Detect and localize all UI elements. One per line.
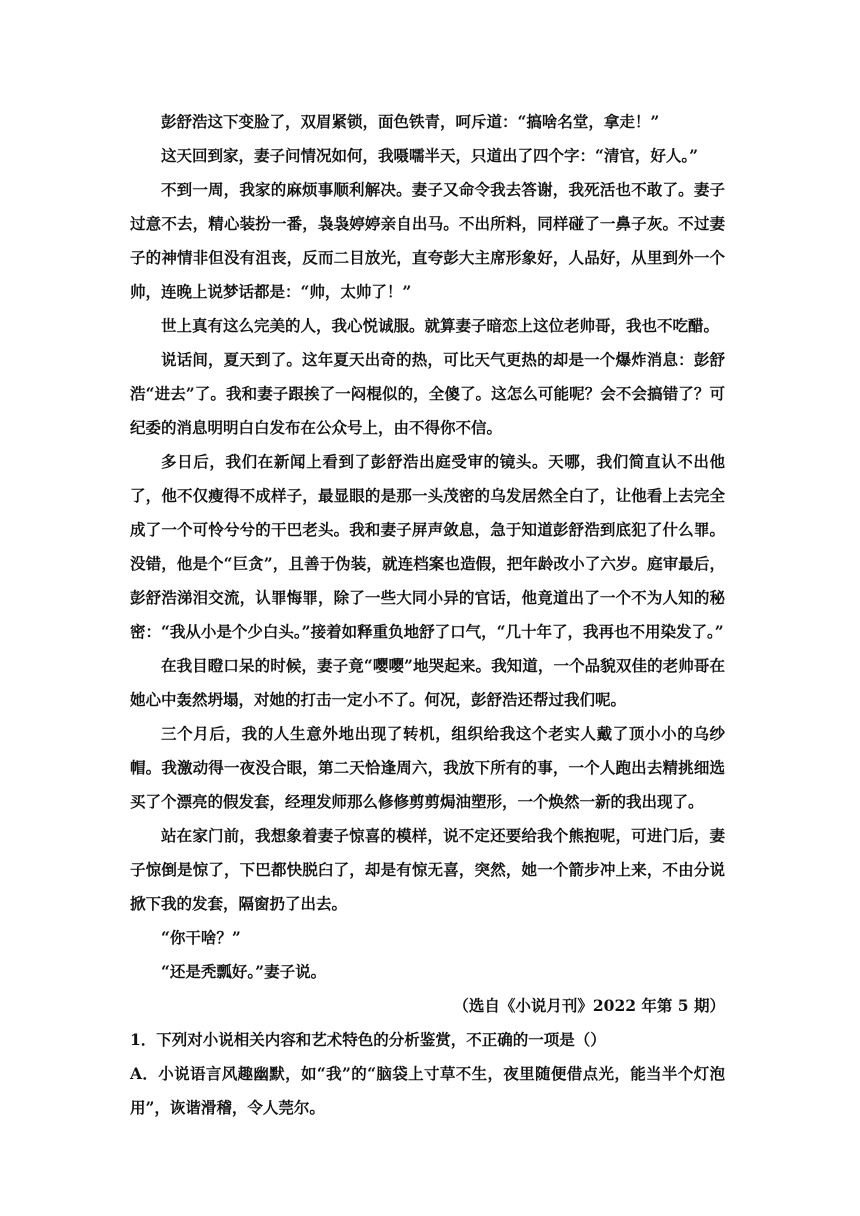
- story-paragraph-11: “还是秃瓢好。”妻子说。: [161, 962, 327, 981]
- story-paragraph-10: “你干啥？”: [161, 928, 241, 947]
- story-source: （选自《小说月刊》2022 年第 5 期）: [453, 996, 725, 1015]
- story-paragraph-7: 在我目瞪口呆的时候，妻子竟“嘤嘤”地哭起来。我知道，一个品貌双佳的老帅哥在她心中轰然坍塌，对她的打击一定小不了。何况，彭舒浩还帮过我们呢。: [130, 656, 725, 709]
- story-paragraph-8: 三个月后，我的人生意外地出现了转机，组织给我这个老实人戴了顶小小的乌纱帽。我激动得一夜没合眼，第二天恰逢周六，我放下所有的事，一个人跑出去精挑细选买了个漂亮的假发套，经理发师那么修修剪剪焗油塑形，一个焕然一新的我出现了。: [130, 724, 725, 811]
- story-paragraph-1: 彭舒浩这下变脸了，双眉紧锁，面色铁青，呵斥道：“搞啥名堂，拿走！”: [161, 112, 660, 131]
- story-paragraph-6: 多日后，我们在新闻上看到了彭舒浩出庭受审的镜头。天哪，我们简直认不出他了，他不仅瘦得不成样子，最显眼的是那一头茂密的乌发居然全白了，让他看上去完全成了一个可怜兮兮的干巴老头。我和妻子屏声敛息，急于知道彭舒浩到底犯了什么罪。没错，他是个“巨贪”，且善于伪装，就连档案也造假，把年龄改小了六岁。庭审最后，彭舒浩涕泪交流，认罪悔罪，除了一些大同小异的官话，他竟道出了一个不为人知的秘密：“我从小是个少白头。”接着如释重负地舒了口气，“几十年了，我再也不用染发了。”: [130, 452, 725, 641]
- story-paragraph-4: 世上真有这么完美的人，我心悦诚服。就算妻子暗恋上这位老帅哥，我也不吃醋。: [161, 316, 720, 335]
- document-body: [130, 105, 725, 1125]
- story-paragraph-9: 站在家门前，我想象着妻子惊喜的模样，说不定还要给我个熊抱呢，可进门后，妻子惊倒是惊了，下巴都快脱臼了，却是有惊无喜，突然，她一个箭步冲上来，不由分说掀下我的发套，隔窗扔了出去。: [130, 826, 725, 913]
- story-paragraph-5: 说话间，夏天到了。这年夏天出奇的热，可比天气更热的却是一个爆炸消息：彭舒浩“进去”了。我和妻子跟挨了一闷棍似的，全傻了。这怎么可能呢？会不会搞错了？可纪委的消息明明白白发布在公众号上，由不得你不信。: [130, 350, 725, 437]
- story-paragraph-3: 不到一周，我家的麻烦事顺利解决。妻子又命令我去答谢，我死活也不敢了。妻子过意不去，精心装扮一番，袅袅婷婷亲自出马。不出所料，同样碰了一鼻子灰。不过妻子的神情非但没有沮丧，反而二目放光，直夸彭大主席形象好，人品好，从里到外一个帅，连晚上说梦话都是：“帅，太帅了！”: [130, 180, 725, 301]
- story-paragraph-2: 这天回到家，妻子问情况如何，我嗫嚅半天，只道出了四个字：“清官，好人。”: [161, 146, 699, 165]
- question-option-a: A．小说语言风趣幽默，如“我”的“脑袋上寸草不生，夜里随便借点光，能当半个灯泡用”，诙谐滑稽，令人莞尔。: [130, 1064, 725, 1117]
- question-stem: 1．下列对小说相关内容和艺术特色的分析鉴赏，不正确的一项是（）: [130, 1030, 606, 1049]
